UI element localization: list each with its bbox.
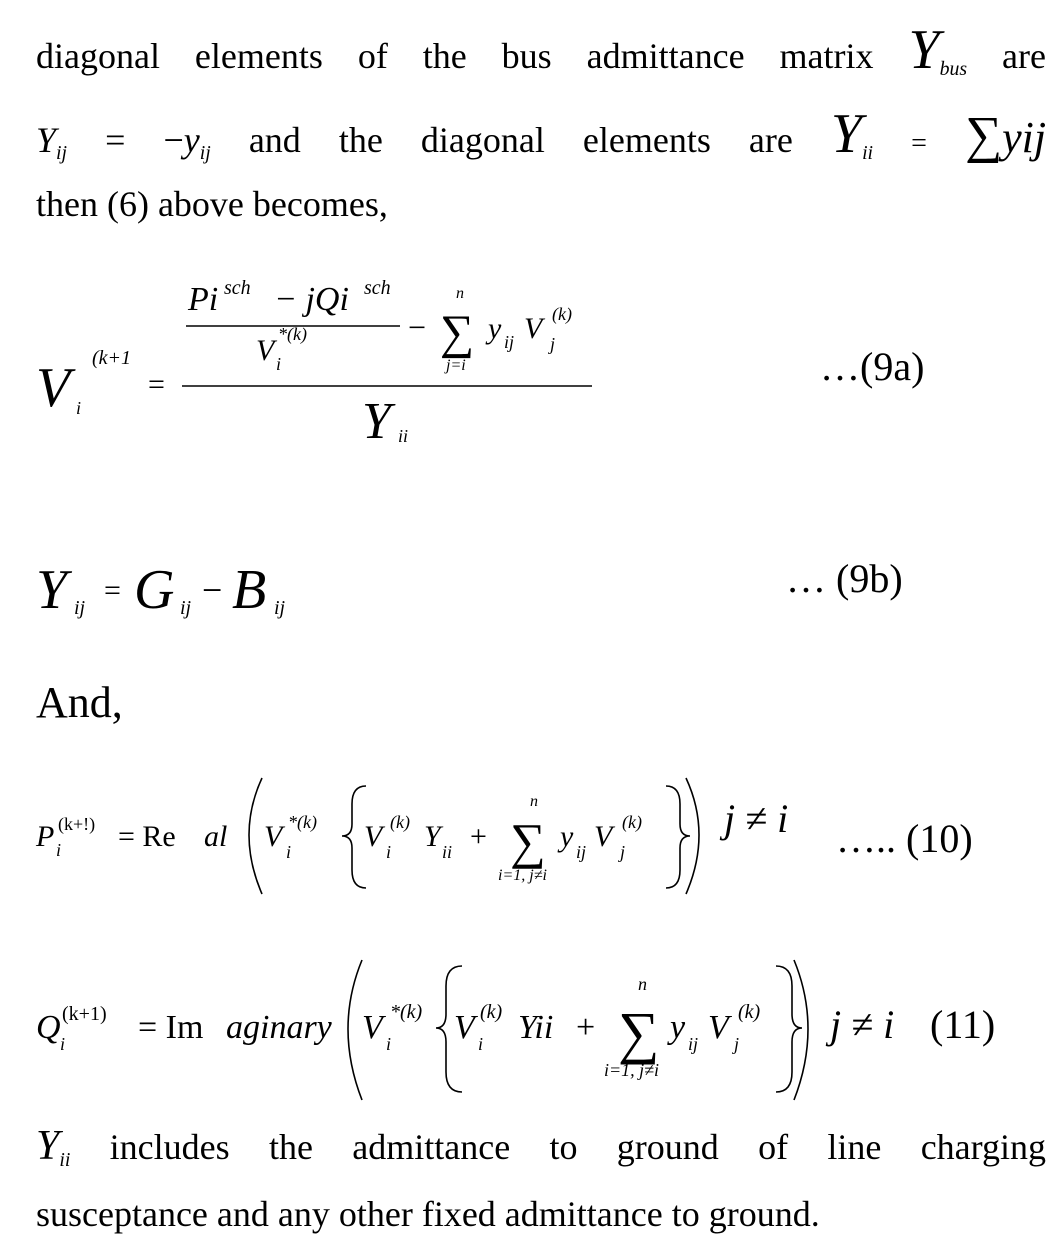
eq10-v1: V	[264, 820, 283, 853]
equals: =	[911, 128, 927, 159]
eq11-term-v-sub: j	[734, 1034, 740, 1054]
equals-minus: = −	[105, 120, 184, 160]
eq11-v1: V	[362, 1009, 383, 1046]
eq9a-sum-bottom: j=i	[446, 357, 466, 374]
eq10-condition: j ≠ i	[724, 796, 789, 841]
eq9b-y: Y	[36, 559, 68, 621]
equation-9a	[0, 268, 1062, 458]
eq11-v2: V	[454, 1009, 475, 1046]
eq9a-inner-den-sub: i	[276, 354, 282, 374]
eq10-lhs-p: P	[36, 820, 55, 853]
eq9a-number: …(9a)	[820, 344, 925, 389]
eq11-number: (11)	[930, 1002, 996, 1047]
symbol-y-ii-2: $Y_{ii}$	[36, 1123, 71, 1171]
paragraph-line-3	[36, 182, 388, 226]
eq11-sum-bottom: i=1, j≠i	[604, 1060, 660, 1080]
eq10-sum-bottom: i=1, j≠i	[498, 867, 547, 884]
eq11-lhs-sup: (k+1)	[62, 1003, 107, 1025]
eq11-fn-aginary: aginary	[226, 1009, 332, 1046]
eq9a-minus: −	[408, 309, 427, 345]
eq9a-num-jqi: − jQi	[274, 281, 349, 318]
eq11-term-y-sub: ij	[688, 1034, 699, 1054]
eq9a-lhs-sup: (k+1	[92, 347, 132, 369]
eq9a-sum-sigma: ∑	[440, 306, 475, 359]
eq11-sum-sigma: ∑	[618, 1000, 660, 1065]
eq9b-b: B	[232, 559, 267, 621]
eq10-v1-sub: i	[286, 842, 292, 862]
eq11-lhs-sub: i	[60, 1034, 66, 1054]
eq10-left-brace	[342, 786, 366, 888]
eq10-lhs-sup: (k+!)	[58, 814, 96, 834]
eq11-plus: +	[576, 1009, 596, 1046]
eq10-y-sub: ii	[442, 842, 453, 862]
eq9b-g-sub: ij	[180, 597, 192, 619]
eq9a-term-y: y	[488, 312, 502, 345]
eq11-right-brace	[776, 966, 802, 1092]
eq10-term-v-sub: j	[620, 842, 626, 862]
and-label: And,	[36, 678, 123, 727]
eq10-right-brace	[666, 786, 690, 888]
eq11-term-v-sup: (k)	[738, 1001, 761, 1023]
eq10-term-v: V	[594, 820, 613, 853]
eq9a-den-sub: ii	[398, 426, 409, 446]
eq11-equals-im: = Im	[138, 1009, 204, 1046]
eq10-term-y-sub: ij	[576, 842, 587, 862]
eq10-v1-sup: *(k)	[288, 812, 317, 832]
sum-yij: ∑yij	[964, 107, 1047, 164]
eq11-v1-sup: *(k)	[390, 1001, 423, 1023]
eq10-term-y: y	[560, 820, 574, 853]
eq10-equals-re: = Re	[118, 820, 176, 853]
eq9b-b-sub: ij	[274, 597, 286, 619]
equation-9b	[0, 550, 1062, 630]
eq9a-term-v: V	[524, 312, 543, 345]
eq10-left-paren	[249, 778, 262, 894]
eq10-y: Y	[424, 820, 441, 853]
eq11-v1-sub: i	[386, 1034, 392, 1054]
paragraph2-line-1	[36, 1124, 1046, 1182]
paragraph2-line-2	[36, 1192, 820, 1236]
eq9a-num-pi-sup: sch	[224, 277, 251, 299]
eq10-plus: +	[470, 820, 487, 853]
eq9a-num-pi: Pi	[188, 281, 219, 318]
eq11-lhs-q: Q	[36, 1009, 61, 1046]
eq10-v2-sub: i	[386, 842, 392, 862]
eq11-v2-sup: (k)	[480, 1001, 503, 1023]
eq9a-equals: =	[148, 368, 165, 401]
eq9a-num-jqi-sup: sch	[364, 277, 391, 299]
text-diagonal-elements: diagonal elements of the bus admittance matrix	[36, 36, 874, 76]
eq9a-inner-den-sup: *(k)	[278, 324, 307, 344]
symbol-y-ii: $Y_{ii}$	[830, 103, 874, 165]
eq9a-den-y: Y	[362, 393, 391, 450]
eq9a-term-v-sub: j	[550, 334, 556, 354]
eq10-v2-sup: (k)	[390, 812, 410, 832]
eq11-term-v: V	[708, 1009, 729, 1046]
eq10-number: ….. (10)	[836, 816, 973, 861]
eq10-sum-top: n	[530, 793, 538, 810]
text-then-becomes: then (6) above becomes,	[36, 184, 388, 224]
equation-11	[0, 950, 1062, 1110]
eq11-left-paren	[348, 960, 362, 1100]
eq11-v2-sub: i	[478, 1034, 484, 1054]
paragraph-line-2	[36, 103, 1047, 175]
symbol-small-y-ij: $y_{ij}$	[183, 120, 211, 164]
symbol-y-ij: $Y_{ij}$	[36, 120, 68, 164]
equation-10	[0, 770, 1062, 910]
eq10-term-v-sup: (k)	[622, 812, 642, 832]
symbol-y-bus: $Y_{bus}$	[908, 19, 968, 81]
text-are: are	[1002, 36, 1046, 76]
eq11-condition: j ≠ i	[830, 1002, 895, 1047]
eq10-v2: V	[364, 820, 383, 853]
eq9b-equals: =	[104, 574, 121, 607]
eq9a-lhs-v: V	[36, 357, 71, 419]
eq9b-minus: −	[202, 570, 223, 610]
eq9b-y-sub: ij	[74, 597, 86, 619]
eq9a-lhs-sub: i	[76, 398, 82, 418]
eq9a-sum-top: n	[456, 285, 464, 302]
eq10-lhs-sub: i	[56, 840, 62, 860]
eq9b-number: … (9b)	[786, 556, 903, 601]
eq11-term-y: y	[670, 1009, 686, 1046]
paragraph-line-1	[36, 19, 1046, 91]
eq10-sum-sigma: ∑	[510, 813, 546, 869]
eq9a-term-v-sup: (k)	[552, 304, 572, 324]
eq11-sum-top: n	[638, 974, 647, 994]
text-and-diagonal: and the diagonal elements are	[248, 120, 793, 160]
eq10-fn-al: al	[204, 820, 228, 853]
eq9a-term-y-sub: ij	[504, 332, 515, 352]
text-includes-admittance: includes the admittance to ground of line charging	[109, 1127, 1046, 1167]
eq9a-inner-den-v: V	[256, 334, 275, 367]
eq11-yii: Yii	[518, 1009, 554, 1046]
eq9b-g: G	[134, 559, 175, 621]
text-susceptance: susceptance and any other fixed admittance to ground.	[36, 1194, 820, 1234]
